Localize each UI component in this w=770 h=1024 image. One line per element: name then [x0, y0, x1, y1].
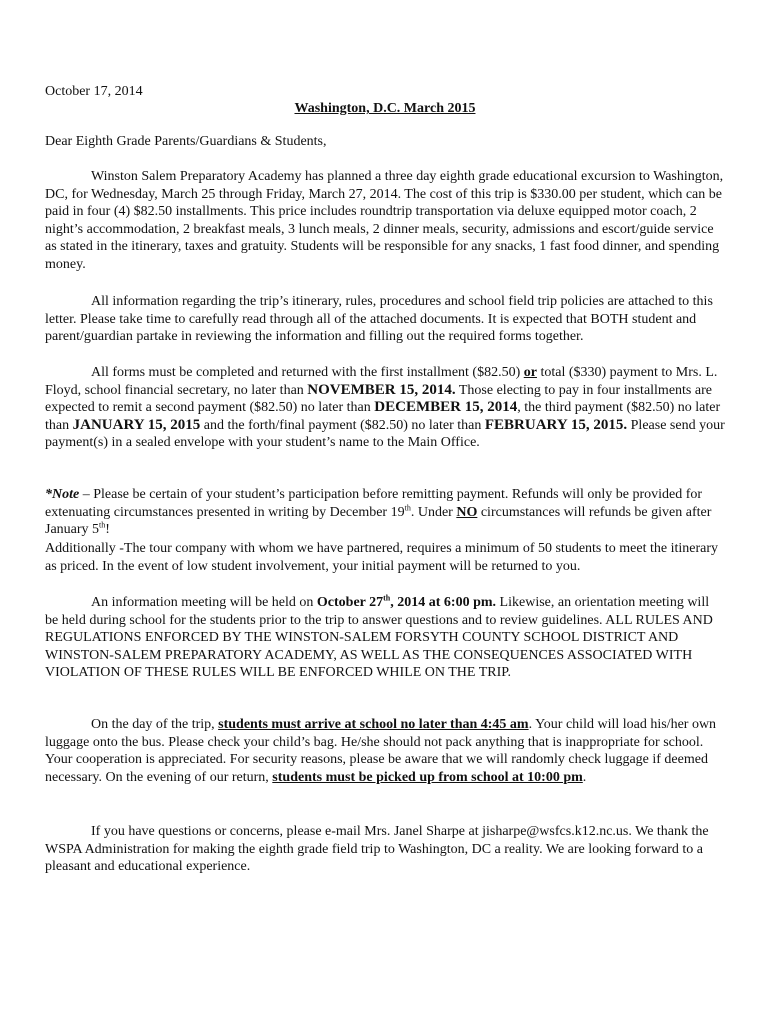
text-span: . Your child will load his/her own luggage onto the bus. Please check your child’s bag. He/she should not pack anything that is inappropriate for school. Your cooperation is appreciated. For security reasons, please be aware that we will randomly check luggage if deemed necessary. On the evening of our return, — [45, 717, 717, 785]
paragraph-trip-day — [45, 716, 725, 786]
text-span: . — [582, 769, 587, 785]
text-span: ! — [105, 522, 110, 538]
deadline-january: JANUARY 15, 2015 — [72, 416, 201, 433]
deadline-december: DECEMBER 15, 2014 — [374, 399, 518, 416]
text-span: , the third payment ($82.50) no later than — [45, 400, 721, 433]
arrival-time-emphasis: students must arrive at school no later than 4:45 am — [218, 717, 529, 732]
or-emphasis: or — [523, 365, 537, 380]
paragraph-attached-info: All information regarding the trip’s itinerary, rules, procedures and school field trip policies are attached to this letter. Please take time to carefully read through all of the attached documents. It is expected that BOTH student and parent/guardian partake in reviewing the information and filling out the required forms together. — [45, 294, 713, 345]
text-span: total ($330) payment to Mrs. L. Floyd, school financial secretary, no later than — [45, 365, 718, 398]
paragraph-payment-schedule — [45, 364, 725, 452]
meeting-date: October 27 — [316, 595, 384, 610]
letter-title: Washington, D.C. March 2015 — [294, 101, 476, 116]
note-label: *Note — [45, 487, 80, 502]
text-span: Please send your payment(s) in a sealed envelope with your student’s name to the Main Office. — [45, 417, 725, 451]
salutation: Dear Eighth Grade Parents/Guardians & Students, — [45, 134, 327, 149]
paragraph-trip-overview: Winston Salem Preparatory Academy has planned a three day eighth grade educational excursion to Washington, DC, for Wednesday, March 25 through Friday, March 27, 2014. The cost of this trip is $330.00 per student, which can be paid in four (4) $82.50 installments. This price includes roundtrip transportation via deluxe equipped motor coach, 2 night’s accommodation, 2 breakfast meals, 3 lunch meals, 2 dinner meals, security, admissions and escort/guide service as stated in the itinerary, taxes and gratuity. Students will be responsible for any snacks, 1 fast food dinner, and spending money. — [45, 169, 724, 272]
meeting-time: , 2014 at 6:00 pm. — [390, 595, 497, 610]
text-span: circumstances will refunds be given after January 5 — [45, 504, 712, 538]
ordinal-suffix: th — [99, 520, 106, 530]
text-span: An information meeting will be held on — [91, 595, 317, 610]
letter-date: October 17, 2014 — [45, 84, 143, 99]
ordinal-suffix: th — [383, 593, 391, 603]
paragraph-information-meeting — [45, 594, 725, 682]
paragraph-minimum-students: Additionally -The tour company with whom we have partnered, requires a minimum of 50 students to meet the itinerary as priced. In the event of low student involvement, your initial payment will be returned to you. — [45, 541, 718, 574]
pickup-time-emphasis: students must be picked up from school at 10:00 pm — [272, 769, 583, 785]
ordinal-suffix: th — [404, 502, 411, 512]
deadline-november: NOVEMBER 15, 2014. — [307, 381, 456, 398]
text-span: . Under — [410, 504, 457, 520]
text-span: and the forth/final payment ($82.50) no later than — [200, 417, 485, 433]
deadline-february: FEBRUARY 15, 2015. — [484, 416, 628, 433]
text-span: On the day of the trip, — [91, 717, 219, 732]
paragraph-contact: If you have questions or concerns, please e-mail Mrs. Janel Sharpe at jisharpe@wsfcs.k12.nc.us. We thank the WSPA Administration for making the eighth grade field trip to Washington, DC a reality. We are looking forward to a pleasant and educational experience. — [45, 824, 709, 875]
text-span: – Please be certain of your student’s participation before remitting payment. Refunds will only be provided for extenuating circumstances presented in writing by December 19 — [45, 487, 703, 520]
no-emphasis: NO — [456, 504, 478, 520]
text-span: Those electing to pay in four installments are expected to remit a second payment ($82.50) no later than — [45, 382, 712, 416]
text-span: Likewise, an orientation meeting will be held during school for the students prior to the trip to answer questions and to review guidelines. ALL RULES AND REGULATIONS ENFORCED BY THE WINSTON-SALEM FORSYTH COUNTY SCHOOL DISTRICT AND WINSTON-SALEM PREPARATORY ACADEMY, AS WELL AS THE CONSEQUENCES ASSOCIATED WITH VIOLATION OF THESE RULES WILL BE ENFORCED WHILE ON THE TRIP. — [45, 595, 713, 681]
paragraph-refund-note — [45, 486, 725, 539]
text-span: All forms must be completed and returned with the first installment ($82.50) — [91, 365, 524, 380]
